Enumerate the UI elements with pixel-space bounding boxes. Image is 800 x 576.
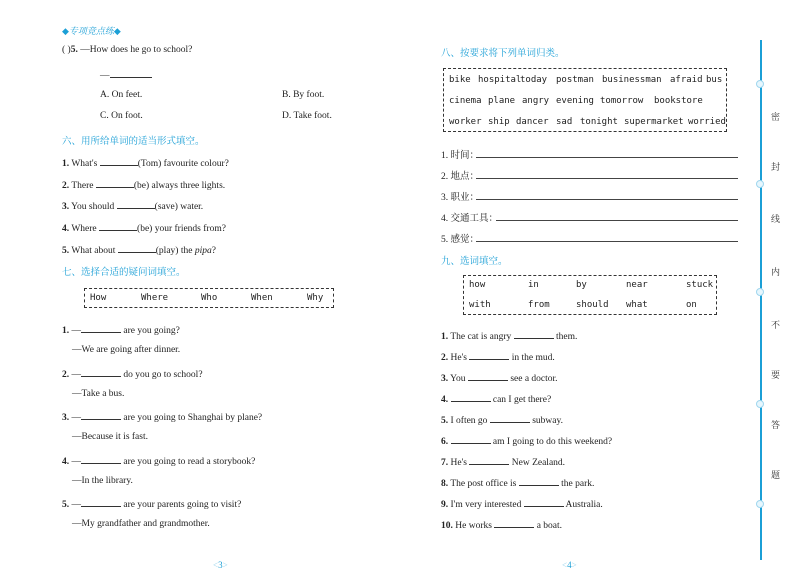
seal-char: 要: [771, 371, 781, 381]
section-8-title: 八、按要求将下列单词归类。: [441, 48, 565, 59]
category-time-line[interactable]: [476, 157, 738, 158]
word-when: When: [251, 293, 273, 303]
fill-blank[interactable]: [117, 199, 155, 209]
fill-blank[interactable]: [81, 410, 121, 420]
s7-item-5: 5. — are your parents going to visit?: [62, 497, 241, 510]
question-5: [62, 45, 192, 55]
page-number-right: <4>: [562, 560, 577, 570]
word-why: Why: [307, 293, 324, 303]
word-where: Where: [141, 293, 169, 303]
category-time-label: 1. 时间：: [441, 151, 480, 161]
seal-char: 内: [771, 268, 781, 278]
s9-item-1: 1. The cat is angry them.: [441, 329, 577, 342]
fill-blank[interactable]: [469, 455, 509, 465]
fill-blank[interactable]: [81, 497, 121, 507]
seal-char: 题: [771, 471, 781, 481]
fill-blank[interactable]: [100, 156, 138, 166]
word-box-8: bike hospital today postman businessman afraid bus cinema plane angry evening tomorrow bookstore worker ship dancer sad tonight supermarket worried: [443, 68, 727, 132]
fill-blank[interactable]: [451, 392, 491, 402]
page-number-left: <3>: [213, 560, 228, 570]
s9-item-10: 10. He works a boat.: [441, 518, 562, 531]
s6-item-5: 5. What about (play) the pipa?: [62, 243, 216, 256]
option-d[interactable]: D. Take foot.: [282, 111, 332, 121]
category-place-line[interactable]: [476, 178, 738, 179]
option-b[interactable]: B. By foot.: [282, 90, 325, 100]
s7-answer-4: —In the library.: [72, 476, 133, 486]
fill-blank[interactable]: [81, 367, 121, 377]
s7-answer-2: —Take a bus.: [72, 389, 125, 399]
category-place-label: 2. 地点：: [441, 172, 480, 182]
section-9-title: 九、选词填空。: [441, 256, 508, 267]
s7-item-3: 3. — are you going to Shanghai by plane?: [62, 410, 262, 423]
word-box-9: how in by near stuck with from should what on: [463, 275, 717, 315]
s9-item-3: 3. You see a doctor.: [441, 371, 558, 384]
s7-answer-3: —Because it is fast.: [72, 432, 148, 442]
seal-char: 不: [771, 321, 781, 331]
s7-item-1: 1. — are you going?: [62, 323, 180, 336]
seal-dot: [756, 80, 764, 88]
seal-dot: [756, 400, 764, 408]
category-feeling-label: 5. 感觉：: [441, 235, 480, 245]
category-job-line[interactable]: [476, 199, 738, 200]
s9-item-7: 7. He's New Zealand.: [441, 455, 565, 468]
question-number: 5.: [70, 45, 78, 55]
fill-blank[interactable]: [524, 497, 564, 507]
word-who: Who: [201, 293, 218, 303]
answer-line[interactable]: —: [100, 68, 152, 81]
seal-dot: [756, 180, 764, 188]
s7-answer-5: —My grandfather and grandmother.: [72, 519, 210, 529]
fill-blank[interactable]: [468, 371, 508, 381]
fill-blank[interactable]: [469, 350, 509, 360]
s9-item-5: 5. I often go subway.: [441, 413, 563, 426]
s9-item-4: 4. can I get there?: [441, 392, 551, 405]
option-a[interactable]: A. On feet.: [100, 90, 143, 100]
seal-line: [760, 40, 762, 560]
s9-item-8: 8. The post office is the park.: [441, 476, 594, 489]
s7-item-4: 4. — are you going to read a storybook?: [62, 454, 255, 467]
seal-char: 密: [771, 113, 781, 123]
s9-item-2: 2. He's in the mud.: [441, 350, 555, 363]
fill-blank[interactable]: [519, 476, 559, 486]
fill-blank[interactable]: [118, 243, 156, 253]
category-feeling-line[interactable]: [476, 241, 738, 242]
seal-char: 答: [771, 421, 781, 431]
s6-item-2: 2. There (be) always three lights.: [62, 178, 225, 191]
seal-dot: [756, 288, 764, 296]
fill-blank[interactable]: [490, 413, 530, 423]
s6-item-3: 3. You should (save) water.: [62, 199, 203, 212]
option-c[interactable]: C. On foot.: [100, 111, 143, 121]
category-transport-label: 4. 交通工具：: [441, 214, 499, 224]
section-7-title: 七、选择合适的疑问词填空。: [62, 267, 186, 278]
section-6-title: 六、用所给单词的适当形式填空。: [62, 136, 205, 147]
fill-blank[interactable]: [81, 454, 121, 464]
seal-dot: [756, 500, 764, 508]
s6-item-1: 1. What's (Tom) favourite colour?: [62, 156, 229, 169]
seal-char: 线: [771, 215, 781, 225]
fill-blank[interactable]: [451, 434, 491, 444]
s9-item-6: 6. am I going to do this weekend?: [441, 434, 612, 447]
category-job-label: 3. 职业：: [441, 193, 480, 203]
category-transport-line[interactable]: [496, 220, 738, 221]
s9-item-9: 9. I'm very interested Australia.: [441, 497, 603, 510]
word-box-7: [84, 288, 334, 308]
fill-blank[interactable]: [99, 221, 137, 231]
word-how: How: [90, 293, 107, 303]
s7-answer-1: —We are going after dinner.: [72, 345, 181, 355]
s7-item-2: 2. — do you go to school?: [62, 367, 203, 380]
fill-blank[interactable]: [96, 178, 134, 188]
question-text: —How does he go to school?: [77, 45, 193, 55]
s6-item-4: 4. Where (be) your friends from?: [62, 221, 226, 234]
fill-blank[interactable]: [514, 329, 554, 339]
seal-char: 封: [771, 163, 781, 173]
fill-blank[interactable]: [81, 323, 121, 333]
fill-blank[interactable]: [494, 518, 534, 528]
header-brand: ◆专项竞点练◆: [62, 27, 121, 37]
answer-paren[interactable]: ( ): [62, 45, 71, 55]
